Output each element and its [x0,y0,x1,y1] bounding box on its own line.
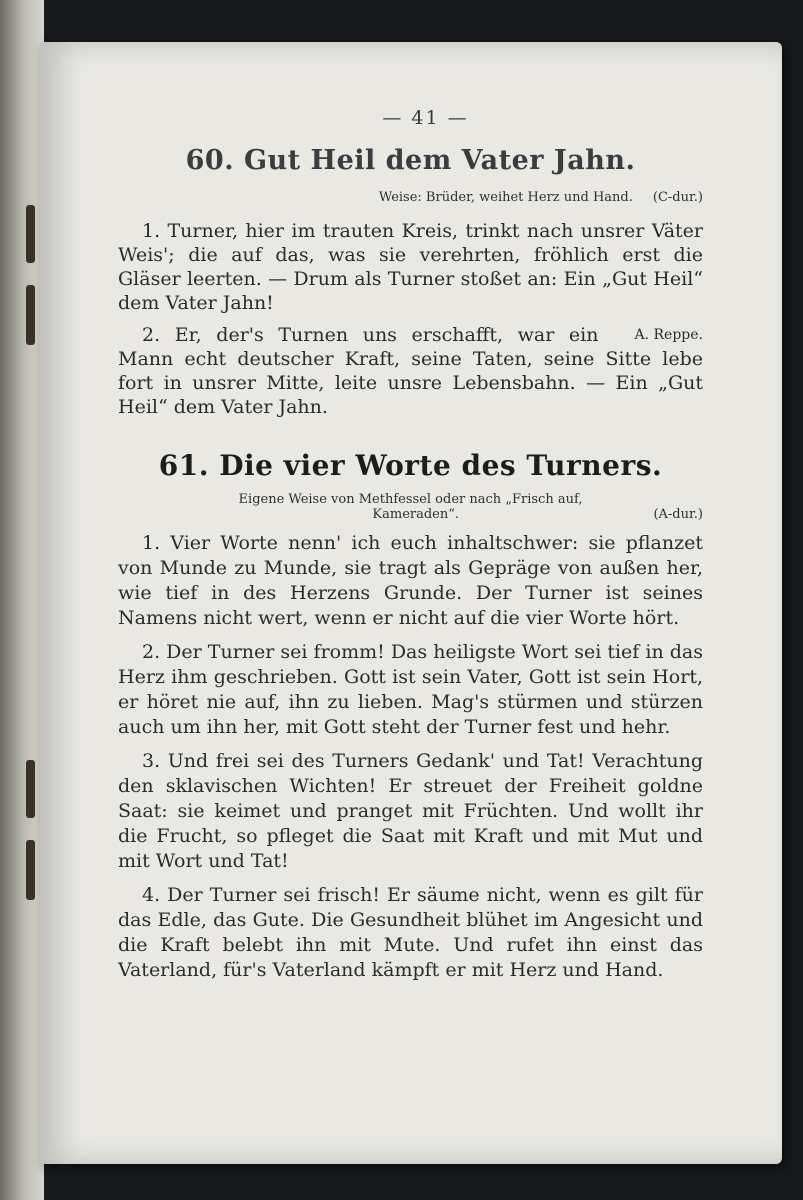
melody-note [118,190,703,205]
previous-page-edge [0,0,44,1200]
binding-thread [26,205,35,263]
page-text [118,107,703,983]
stanza-text: 2. Er, der's Turnen uns erschafft, war ein Mann echt deutscher Kraft, seine Taten, seine Sitte lebe fort in unsrer Mitte, leite unsre Lebensbahn. — Ein „Gut Heil“ dem Vater Jahn. [118,324,703,418]
melody-note [118,492,703,522]
melody-text: Kameraden“. [372,507,460,522]
book-page [40,42,782,1164]
key-signature: (A-dur.) [653,507,703,522]
page-number: — 41 — [382,107,469,129]
stanza: 4. Der Turner sei frisch! Er säume nicht, wenn es gilt für das Edle, das Gute. Die Gesundheit blühet im Angesicht und die Kraft belebt ihn mit Mute. Und rufet ihn einst das Vaterland, für's Vaterland kämpft er mit Herz und Hand. [118,884,703,981]
stanza [118,323,703,419]
binding-thread [26,285,35,345]
melody-text: Eigene Weise von Methfessel oder nach „Frisch auf, [238,492,583,507]
stanza: 3. Und frei sei des Turners Gedank' und Tat! Verachtung den sklavischen Wichten! Er streuet der Freiheit goldne Saat: sie keimet und pranget mit Früchten. Und wollt ihr die Frucht, so pfleget die Saat mit Kraft und mit Mut und mit Wort und Tat! [118,750,703,872]
stanza: 1. Turner, hier im trauten Kreis, trinkt nach unsrer Väter Weis'; die auf das, was sie verehrten, fröhlich erst die Gläser leerten. — Drum als Turner stoßet an: Ein „Gut Heil“ dem Vater Jahn! [118,220,703,314]
song-title: 60. Gut Heil dem Vater Jahn. [185,145,636,176]
melody-text: Weise: Brüder, weihet Herz und Hand. [378,190,633,205]
song-title: 61. Die vier Worte des Turners. [158,449,663,482]
binding-thread [26,760,35,818]
binding-thread [26,840,35,900]
song-author: A. Reppe. [634,327,703,343]
stanza: 2. Der Turner sei fromm! Das heiligste Wort sei tief in das Herz ihm geschrieben. Gott ist sein Vater, Gott ist sein Hort, er höret nie auf, ihn zu lieben. Mag's stürmen und stürzen auch um ihn her, mit Gott steht der Turner fest und hehr. [118,641,703,738]
key-signature: (C-dur.) [652,190,703,205]
stanza: 1. Vier Worte nenn' ich euch inhaltschwer: sie pflanzet von Munde zu Munde, sie tragt als Gepräge von außen her, wie tief in des Herzens Grunde. Der Turner ist seines Namens nicht wert, wenn er nicht auf die vier Worte hört. [118,532,703,629]
